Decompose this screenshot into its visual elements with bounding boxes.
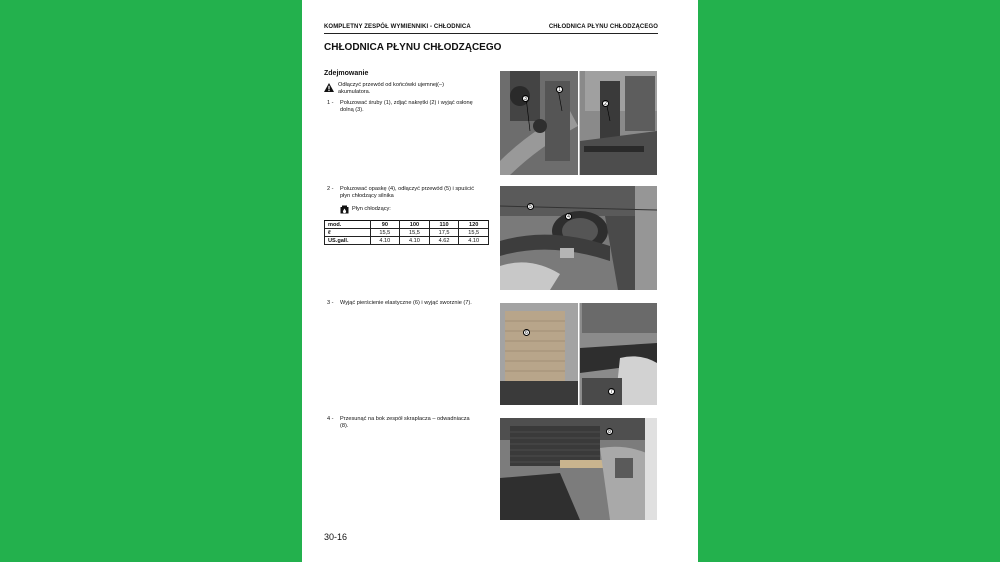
table-header-cell: 100 [400, 221, 430, 229]
table-header-cell: 120 [459, 221, 489, 229]
coolant-capacity-table [324, 220, 489, 245]
table-cell: ℓ [325, 229, 371, 237]
page-number: 30-16 [324, 532, 348, 542]
table-cell: 15,5 [370, 229, 400, 237]
photo-condenser [500, 418, 657, 520]
callout-4: 4 [565, 213, 572, 220]
table-cell: 4.10 [370, 237, 400, 245]
step-4-line-2: (8). [340, 423, 349, 429]
page-title: CHŁODNICA PŁYNU CHŁODZĄCEGO [324, 42, 502, 53]
step-2-line-1: Poluzować opaskę (4), odłączyć przewód (5) i spuścić [340, 186, 474, 192]
warning-text [338, 82, 490, 96]
warning-line-1: Odłączyć przewód od końcówki ujemnej(–) [338, 82, 445, 88]
callout-3: 3 [522, 95, 529, 102]
step-3-line-1: Wyjąć pierścienie elastyczne (6) i wyjąć sworznie (7). [340, 300, 472, 306]
step-1-number: 1 - [327, 100, 334, 106]
callout-6: 6 [523, 329, 530, 336]
table-row [325, 237, 489, 245]
photo-coolant-hose [500, 186, 657, 290]
step-4-text [340, 416, 490, 430]
coolant-icon [340, 205, 349, 214]
step-3-number: 3 - [327, 300, 334, 306]
manual-page [302, 0, 698, 562]
section-heading: Zdejmowanie [324, 70, 369, 77]
header-rule [324, 33, 658, 34]
table-header-cell: 110 [429, 221, 459, 229]
step-2-text [340, 186, 490, 200]
callout-1: 1 [556, 86, 563, 93]
coolant-label: Płyn chłodzący: [352, 206, 391, 212]
step-2-line-2: płyn chłodzący silnika [340, 193, 394, 199]
step-4-number: 4 - [327, 416, 334, 422]
table-cell: US.gall. [325, 237, 371, 245]
step-1-text [340, 100, 490, 114]
table-header-cell: mod. [325, 221, 371, 229]
table-cell: 4.10 [400, 237, 430, 245]
callout-7: 7 [608, 388, 615, 395]
photo-pins [500, 303, 657, 405]
step-1-line-1: Poluzować śruby (1), zdjąć nakrętki (2) i wyjąć osłonę [340, 100, 473, 106]
callout-5: 5 [527, 203, 534, 210]
warning-line-2: akumulatora. [338, 89, 371, 95]
photo-lower-cover [500, 71, 657, 175]
table-header-cell: 90 [370, 221, 400, 229]
warning-icon [324, 83, 334, 92]
step-2-number: 2 - [327, 186, 334, 192]
table-row [325, 229, 489, 237]
table-cell: 15,5 [459, 229, 489, 237]
step-1-line-2: dolną (3). [340, 107, 364, 113]
step-3-text [340, 300, 500, 307]
step-4-line-1: Przesunąć na bok zespół skraplacza – odwadniacza [340, 416, 470, 422]
table-cell: 4.10 [459, 237, 489, 245]
table-cell: 15,5 [400, 229, 430, 237]
header-right: CHŁODNICA PŁYNU CHŁODZĄCEGO [548, 24, 658, 30]
callout-2: 2 [602, 100, 609, 107]
table-cell: 4.62 [429, 237, 459, 245]
header-left: KOMPLETNY ZESPÓŁ WYMIENNIKI - CHŁODNICA [324, 24, 471, 30]
table-header-row [325, 221, 489, 229]
callout-8: 8 [606, 428, 613, 435]
table-cell: 17,5 [429, 229, 459, 237]
